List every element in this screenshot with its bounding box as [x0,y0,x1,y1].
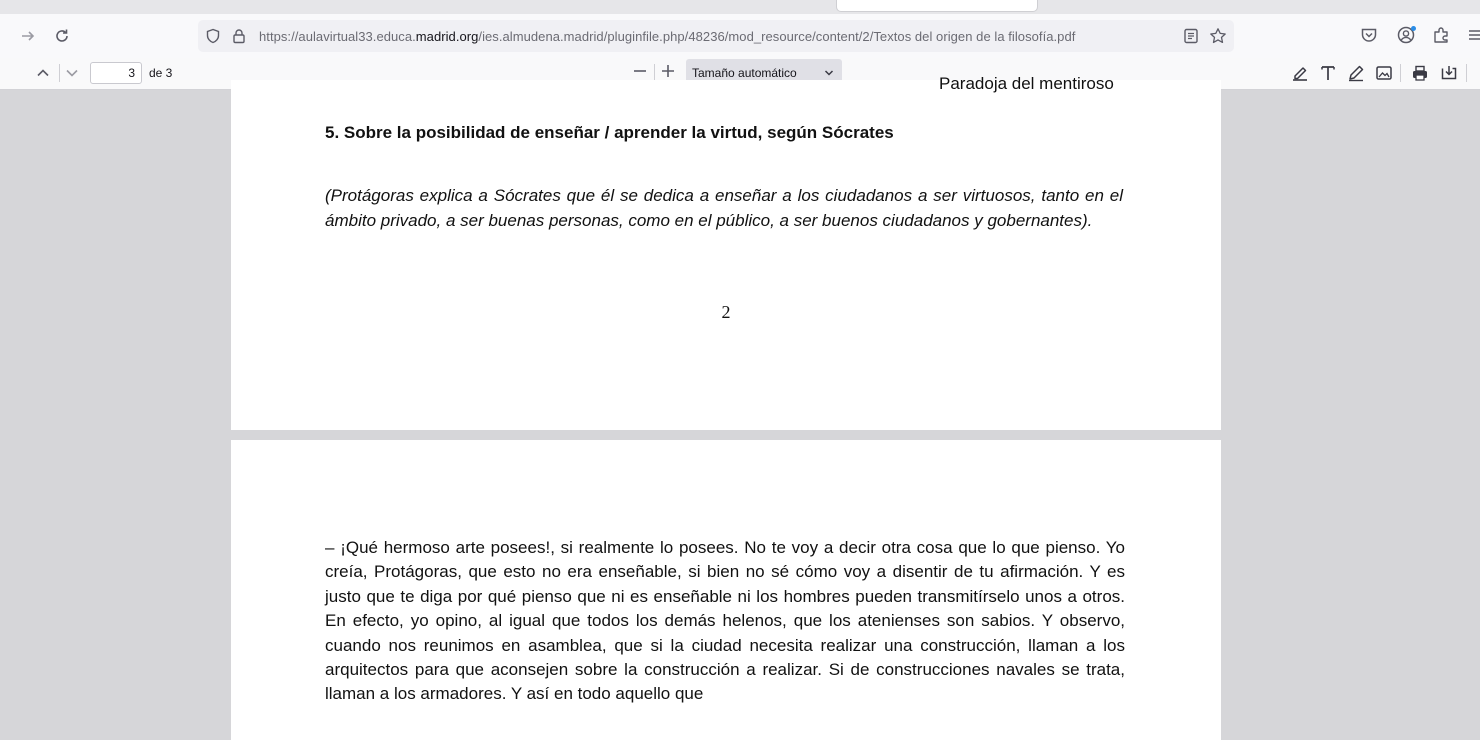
page-header-text: Paradoja del mentiroso [939,74,1114,93]
reload-icon [54,28,70,44]
pocket-icon[interactable] [1359,25,1379,45]
previous-page-icon[interactable] [34,64,52,82]
account-badge [1411,26,1416,31]
bookmark-star-icon[interactable] [1209,27,1227,45]
italic-paragraph: (Protágoras explica a Sócrates que él se dedica a enseñar a los ciudadanos a ser virtuosos, tanto en el ámbito privado, a ser buenas personas, como en el público, a ser buenos ciudadanos y gobernantes). [325,186,1123,230]
forward-button[interactable] [16,24,40,48]
save-download-icon[interactable] [1439,63,1459,83]
minus-icon [632,63,648,79]
menu-icon[interactable] [1466,25,1480,45]
zoom-select-label: Tamaño automático [692,66,797,80]
pdf-page-3 [231,440,1221,740]
body-paragraph: – ¡Qué hermoso arte posees!, si realmente lo posees. No te voy a decir otra cosa que lo que pienso. Yo creía, Protágoras, que esto no era enseñable, si bien no sé cómo voy a disentir de tu afirmación. Y es justo que te diga por qué pienso que ni es enseñable ni los hombres pueden transmitírselo unos a otros. En efecto, yo opino, al igual que todos los demás helenos, que los atenienses son sabios. Y observo, cuando nos reunimos en asamblea, que si la ciudad necesita realizar una construcción, llaman a los arquitectos para que aconsejen sobre la construcción a realizar. Si de construcciones navales se trata, llaman a los armadores. Y así en todo aquello que [325,538,1125,704]
page-number-input[interactable]: 3 [90,62,142,84]
toolbar-separator [1466,64,1467,82]
pdf-page-2 [231,74,1221,430]
pdf-viewer[interactable] [0,74,1480,708]
toolbar-separator [59,64,60,82]
forward-arrow-icon [20,28,36,44]
url-text[interactable] [259,29,1075,44]
extensions-icon[interactable] [1431,25,1451,45]
navigation-bar [0,14,1480,59]
highlight-icon[interactable] [1290,63,1310,83]
url-domain: madrid.org [415,29,479,44]
section-heading: 5. Sobre la posibilidad de enseñar / aprender la virtud, según Sócrates [325,123,894,142]
print-icon[interactable] [1410,63,1430,83]
tab-strip [0,0,1480,14]
reload-button[interactable] [50,24,74,48]
tracking-protection-shield-icon[interactable] [205,28,221,44]
url-bar[interactable] [198,20,1234,52]
reader-view-icon[interactable] [1182,27,1200,45]
active-tab[interactable] [836,0,1038,12]
text-tool-icon[interactable] [1318,63,1338,83]
chevron-down-icon [824,68,834,78]
page-count: de 3 [149,66,173,80]
page-number: 2 [721,302,731,322]
plus-icon [660,63,676,79]
lock-icon[interactable] [231,28,247,44]
url-prefix: https://aulavirtual33.educa. [259,29,416,44]
toolbar-separator [1400,64,1401,82]
next-page-icon[interactable] [63,64,81,82]
add-image-icon[interactable] [1374,63,1394,83]
draw-tool-icon[interactable] [1346,63,1366,83]
url-path: /ies.almudena.madrid/pluginfile.php/48236/mod_resource/content/2/Textos del origen de la filosofía.pdf [478,29,1076,44]
